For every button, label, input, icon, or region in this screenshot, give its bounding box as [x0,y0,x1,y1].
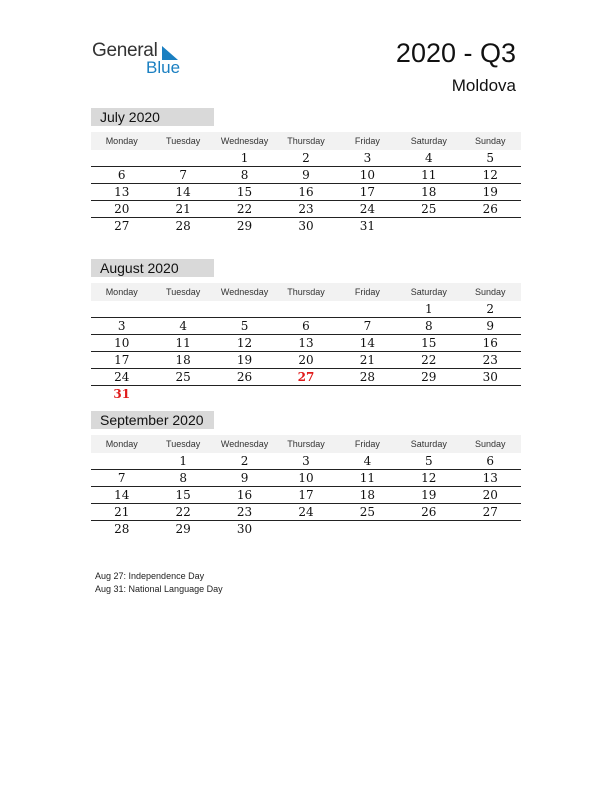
weekday-label: Friday [354,287,380,297]
day-cell: 9 [486,319,495,333]
weekday-label: Thursday [287,287,325,297]
day-cell: 4 [179,319,187,333]
day-cell: 17 [298,488,314,502]
day-cell: 18 [175,353,191,367]
week-row [91,301,521,318]
day-cell: 14 [114,488,130,502]
day-cell: 31 [359,219,376,233]
weekday-label: Monday [105,439,138,449]
month-title: July 2020 [91,108,214,126]
week-row [91,184,521,201]
weekday-label: Saturday [410,287,447,297]
day-cell: 20 [298,353,314,367]
day-cell: 20 [482,488,498,502]
day-cell: 11 [421,168,437,182]
holiday-notes [95,570,223,596]
logo-text-general: General [92,40,158,61]
day-cell: 3 [117,319,126,333]
day-cell: 3 [302,454,310,468]
day-cell: 16 [236,488,253,502]
day-cell [275,521,336,537]
day-cell: 8 [425,319,433,333]
day-cell [398,218,459,234]
week-row [91,318,521,335]
day-cell: 15 [175,488,191,502]
day-cell: 7 [179,168,187,182]
day-cell [214,301,275,317]
day-cell: 28 [175,219,191,233]
day-cell: 14 [359,336,376,350]
day-cell: 28 [114,522,130,536]
day-cell: 15 [236,185,253,199]
weekday-label: Wednesday [220,439,269,449]
day-cell: 30 [298,219,314,233]
day-cell: 5 [425,454,433,468]
day-cell [398,386,459,402]
day-cell [91,453,152,469]
day-cell: 10 [298,471,314,485]
day-cell [337,521,398,537]
day-cell: 23 [236,505,253,519]
day-cell: 8 [240,168,249,182]
day-cell: 2 [486,302,495,316]
weekday-label: Saturday [410,136,447,146]
day-cell: 14 [175,185,191,199]
day-cell: 22 [236,202,253,216]
logo-text-blue: Blue [146,58,181,77]
weekday-label: Sunday [474,136,506,146]
page-title: 2020 - Q3 [395,38,516,68]
day-cell: 5 [240,319,249,333]
day-cell: 9 [240,471,249,485]
weekday-label: Saturday [410,439,447,449]
weekday-label: Monday [105,287,138,297]
day-cell: 26 [421,505,437,519]
holiday-note: Aug 31: National Language Day [95,584,223,594]
day-cell: 26 [482,202,498,216]
day-cell [91,150,152,166]
day-cell: 1 [240,151,249,165]
weekday-header-row [91,435,521,453]
week-row [91,335,521,352]
day-cell: 17 [114,353,130,367]
day-cell: 17 [359,185,376,199]
day-cell: 13 [482,471,498,485]
day-cell: 30 [482,370,498,384]
week-row [91,521,521,537]
day-cell: 6 [302,319,310,333]
day-cell: 22 [175,505,191,519]
day-cell: 19 [421,488,437,502]
day-cell [337,301,398,317]
day-cell: 9 [302,168,310,182]
day-cell: 18 [421,185,437,199]
day-cell: 4 [425,151,433,165]
day-cell: 11 [359,471,376,485]
weekday-label: Thursday [287,439,325,449]
day-cell: 28 [359,370,376,384]
day-cell: 13 [114,185,130,199]
weekday-label: Monday [105,136,138,146]
day-cell [460,521,521,537]
day-cell: 25 [421,202,437,216]
day-cell: 13 [298,336,314,350]
day-cell: 6 [117,168,126,182]
day-cell [275,301,336,317]
country-name: Moldova [451,76,516,95]
day-cell: 26 [236,370,253,384]
week-row [91,369,521,386]
day-cell [214,386,275,402]
month-title: September 2020 [91,411,214,429]
day-cell: 22 [421,353,437,367]
day-cell [152,150,213,166]
logo [92,40,192,80]
day-cell: 3 [363,151,372,165]
day-cell: 29 [236,219,253,233]
weekday-label: Sunday [474,439,506,449]
day-cell: 27 [482,505,498,519]
weekday-label: Friday [354,439,380,449]
day-cell: 7 [117,471,126,485]
week-row [91,504,521,521]
day-cell: 6 [486,454,495,468]
weekday-label: Tuesday [166,136,201,146]
month-august [91,259,521,402]
weekday-label: Tuesday [166,439,201,449]
week-row [91,201,521,218]
day-cell: 8 [179,471,187,485]
weekday-label: Thursday [287,136,325,146]
week-row [91,453,521,470]
weekday-label: Wednesday [220,136,269,146]
day-cell: 21 [175,202,191,216]
week-row [91,487,521,504]
day-cell: 18 [359,488,376,502]
day-cell [91,301,152,317]
day-cell: 1 [179,454,187,468]
weekday-label: Friday [354,136,380,146]
day-cell: 15 [421,336,437,350]
week-row [91,352,521,369]
day-cell: 12 [421,471,437,485]
day-cell [460,218,521,234]
day-cell: 2 [240,454,249,468]
day-cell: 21 [114,505,130,519]
week-row [91,150,521,167]
holiday-note: Aug 27: Independence Day [95,571,205,581]
day-cell [152,386,213,402]
month-title: August 2020 [91,259,214,277]
month-september [91,411,521,537]
day-cell: 12 [236,336,253,350]
day-cell: 19 [482,185,498,199]
holiday-day-cell: 27 [297,370,315,384]
weekday-header-row [91,283,521,301]
week-row [91,386,521,402]
weekday-header-row [91,132,521,150]
day-cell: 24 [114,370,130,384]
month-july [91,108,521,234]
weekday-label: Sunday [474,287,506,297]
day-cell: 12 [482,168,498,182]
weekday-label: Wednesday [220,287,269,297]
day-cell [337,386,398,402]
day-cell: 20 [114,202,130,216]
day-cell: 21 [359,353,376,367]
day-cell: 23 [298,202,314,216]
day-cell: 1 [425,302,433,316]
day-cell: 19 [236,353,253,367]
week-row [91,218,521,234]
week-row [91,167,521,184]
week-row [91,470,521,487]
day-cell [152,301,213,317]
day-cell: 25 [175,370,191,384]
day-cell: 2 [302,151,310,165]
day-cell: 5 [486,151,495,165]
day-cell: 29 [175,522,191,536]
day-cell: 11 [175,336,191,350]
day-cell [460,386,521,402]
day-cell [275,386,336,402]
day-cell: 25 [359,505,376,519]
day-cell: 4 [363,454,372,468]
day-cell: 7 [363,319,372,333]
day-cell [398,521,459,537]
day-cell: 10 [114,336,130,350]
day-cell: 23 [482,353,498,367]
day-cell: 16 [482,336,498,350]
day-cell: 24 [298,505,314,519]
day-cell: 24 [359,202,376,216]
day-cell: 30 [236,522,253,536]
weekday-label: Tuesday [166,287,201,297]
holiday-day-cell: 31 [113,387,131,401]
day-cell: 16 [298,185,314,199]
day-cell: 27 [114,219,130,233]
day-cell: 10 [359,168,376,182]
day-cell: 29 [421,370,437,384]
